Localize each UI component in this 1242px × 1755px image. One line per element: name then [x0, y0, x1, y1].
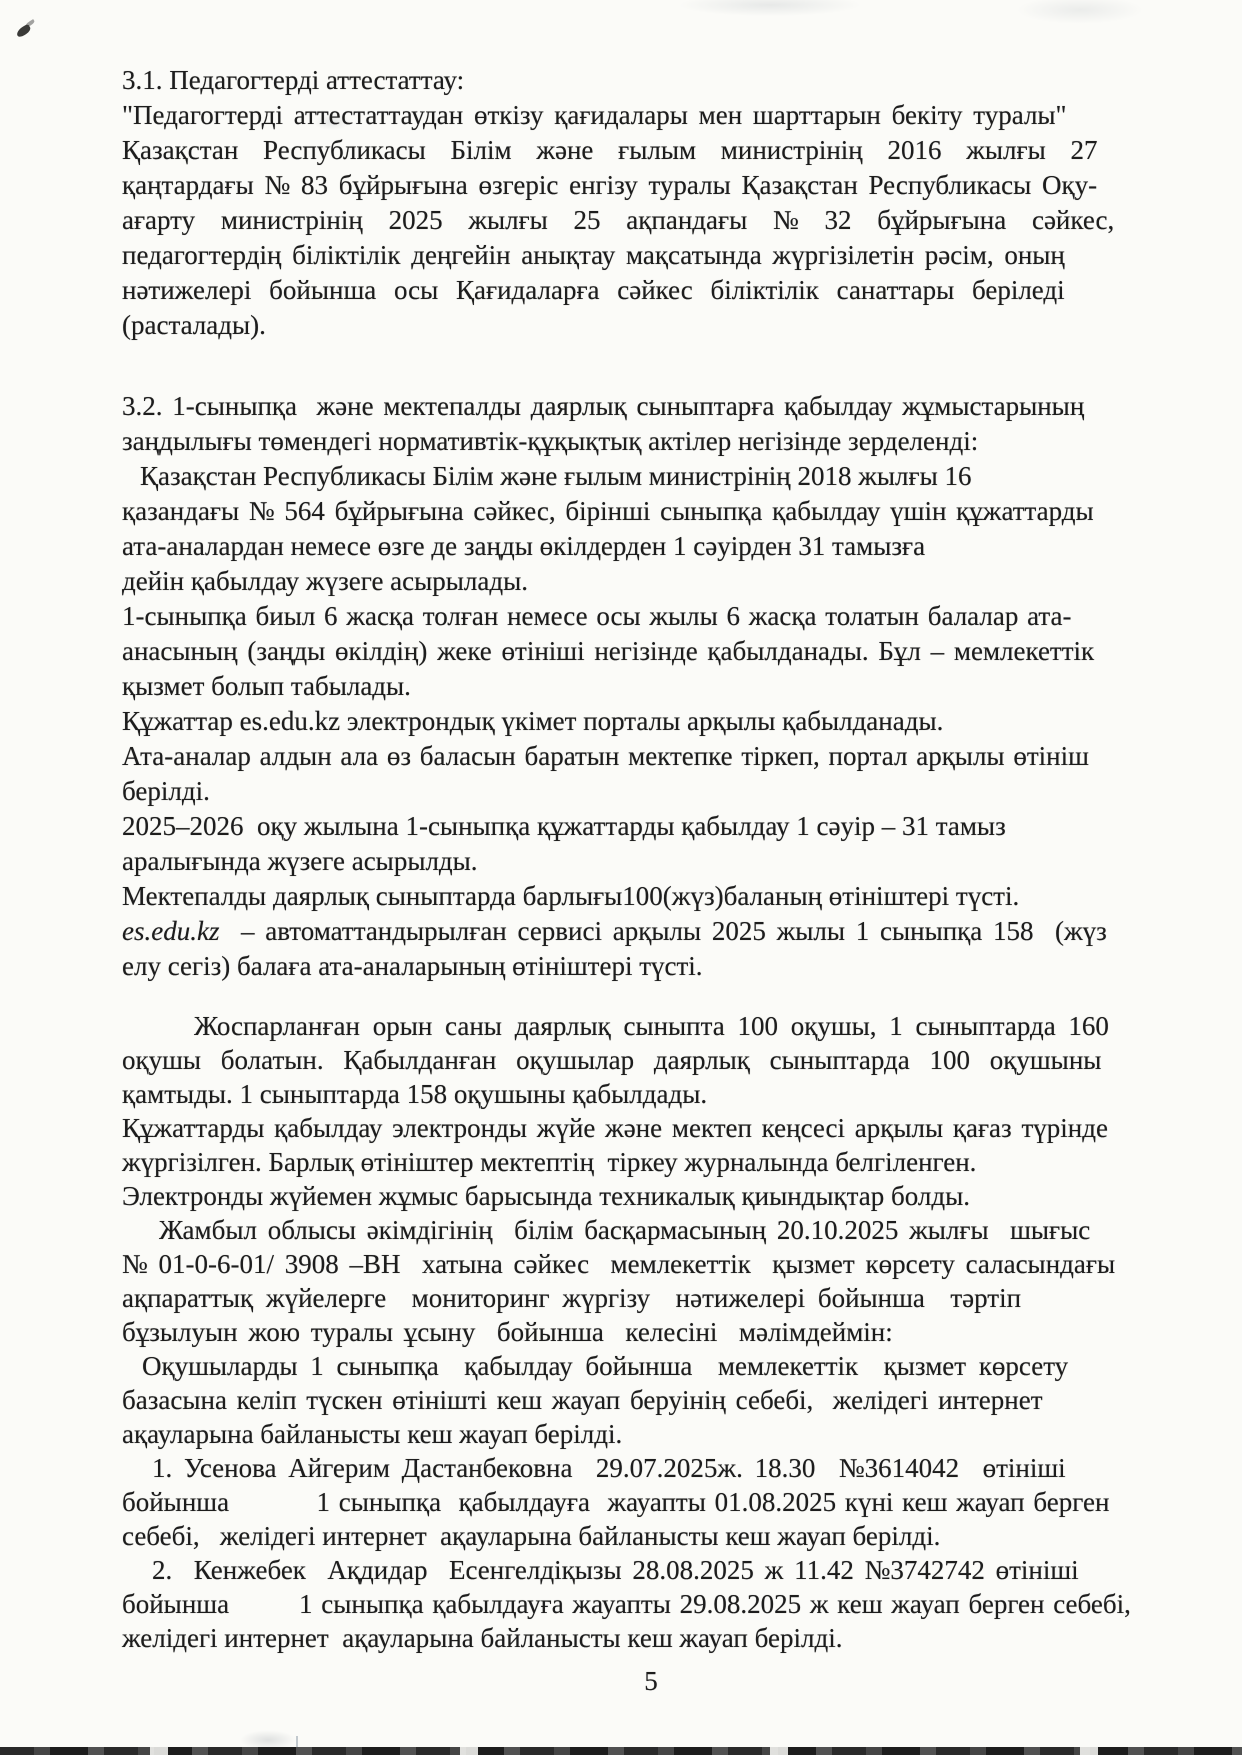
- text-line: "Педагогтерді аттестаттаудан өткізу қағидалары мен шарттарын бекіту туралы": [122, 100, 1067, 130]
- text-line: қазандағы № 564 бұйрығына сәйкес, бірінші сыныпқа қабылдау үшін құжаттарды: [122, 496, 1094, 526]
- text-line: Құжаттарды қабылдау электронды жүйе және мектеп кеңсесі арқылы қағаз түрінде: [122, 1113, 1108, 1143]
- text-line: жүргізілген. Барлық өтініштер мектептің тіркеу журналында белгіленген.: [122, 1147, 977, 1177]
- italic-text: es.edu.kz: [122, 916, 220, 946]
- text-line: дейін қабылдау жүзеге асырылады.: [122, 566, 529, 596]
- text-line: Мектепалды даярлық сыныптарда барлығы100(жүз)баланың өтініштері түсті.: [122, 881, 1020, 911]
- text-line: 2025–2026 оқу жылына 1-сыныпқа құжаттарды қабылдау 1 сәуір – 31 тамыз: [122, 811, 1006, 841]
- text-line: анасының (заңды өкілдің) жеке өтініші негізінде қабылданады. Бұл – мемлекеттік: [122, 636, 1095, 666]
- text-line: ақпараттық жүйелерге мониторинг жүргізу нәтижелері бойынша тәртіп: [122, 1283, 1022, 1313]
- text-line: (расталады).: [122, 310, 266, 340]
- text-line: 3.1. Педагогтерді аттестаттау:: [122, 65, 465, 95]
- text-line: Ата-аналар алдын ала өз баласын баратын мектепке тіркеп, портал арқылы өтініш: [122, 741, 1089, 771]
- text-line: базасына келіп түскен өтінішті кеш жауап беруінің себебі, желідегі интернет: [122, 1385, 1043, 1415]
- text-line: Құжаттар es.edu.kz электрондық үкімет порталы арқылы қабылданады.: [122, 706, 944, 736]
- page-number: 5: [644, 1666, 658, 1696]
- text-line: аралығында жүзеге асырылды.: [122, 846, 478, 876]
- text-line: берілді.: [122, 776, 210, 806]
- text-line: нәтижелері бойынша осы Қағидаларға сәйкес біліктілік санаттары беріледі: [122, 275, 1065, 305]
- text-line: қамтыды. 1 сыныптарда 158 оқушыны қабылдады.: [122, 1079, 708, 1109]
- scanner-edge-strip: [0, 1747, 1242, 1755]
- text-line: қызмет болып табылады.: [122, 671, 411, 701]
- text-line: 1. Усенова Айгерим Дастанбековна 29.07.2025ж. 18.30 №3614042 өтініші: [152, 1453, 1066, 1483]
- text-line: бойынша 1 сыныпқа қабылдауға жауапты 29.08.2025 ж кеш жауап берген себебі,: [122, 1589, 1131, 1619]
- text-line: бойынша 1 сыныпқа қабылдауға жауапты 01.08.2025 күні кеш жауап берген: [122, 1487, 1110, 1517]
- text-line: қаңтардағы № 83 бұйрығына өзгеріс енгізу туралы Қазақстан Республикасы Оқу-: [122, 170, 1098, 200]
- document-body: [122, 63, 1131, 1655]
- text-line: желідегі интернет ақауларына байланысты кеш жауап берілді.: [122, 1623, 843, 1653]
- section-first-grade-admission: [122, 389, 1107, 984]
- pen-mark: [15, 24, 32, 39]
- text-line: оқушы болатын. Қабылданған оқушылар даярлық сыныптарда 100 оқушыны: [122, 1045, 1102, 1075]
- text-line: es.edu.kz – автоматтандырылған сервисі арқылы 2025 жылы 1 сыныпқа 158 (жүз: [122, 916, 1107, 946]
- text-line: 2. Кенжебек Ақдидар Есенгелдіқызы 28.08.2025 ж 11.42 №3742742 өтініші: [152, 1555, 1079, 1585]
- text-line: елу сегіз) балаға ата-аналарының өтініштері түсті.: [122, 951, 703, 981]
- section-teacher-attestation: [122, 63, 1115, 343]
- text-line: бұзылуын жою туралы ұсыну бойынша келесіні мәлімдеймін:: [122, 1317, 893, 1347]
- text-line: Оқушыларды 1 сыныпқа қабылдау бойынша мемлекеттік қызмет көрсету: [142, 1351, 1069, 1381]
- text-line: 3.2. 1-сыныпқа және мектепалды даярлық сыныптарға қабылдау жұмыстарының: [122, 391, 1085, 421]
- text-line: педагогтердің біліктілік деңгейін анықтау мақсатында жүргізілетін рәсім, оның: [122, 240, 1065, 270]
- text-line: Қазақстан Республикасы Білім және ғылым министрінің 2016 жылғы 27: [122, 135, 1098, 165]
- text-line: Қазақстан Республикасы Білім және ғылым министрінің 2018 жылғы 16: [140, 461, 972, 491]
- text-line: ағарту министрінің 2025 жылғы 25 ақпандағы № 32 бұйрығына сәйкес,: [122, 205, 1115, 235]
- text-line: Жамбыл облысы әкімдігінің білім басқармасының 20.10.2025 жылғы шығыс: [159, 1215, 1091, 1245]
- text-line: 1-сыныпқа биыл 6 жасқа толған немесе осы жылы 6 жасқа толатын балалар ата-: [122, 601, 1072, 631]
- text-line: ата-аналардан немесе өзге де заңды өкілдерден 1 сәуірден 31 тамызға: [122, 531, 926, 561]
- section-admission-report: [122, 1009, 1131, 1655]
- text-line: № 01-0-6-01/ 3908 –ВН хатына сәйкес мемлекеттік қызмет көрсету саласындағы: [122, 1249, 1116, 1279]
- text-line: себебі, желідегі интернет ақауларына байланысты кеш жауап берілді.: [122, 1521, 941, 1551]
- text-line: заңдылығы төмендегі нормативтік-құқықтық актілер негізінде зерделенді:: [122, 426, 979, 456]
- text-line: Электронды жүйемен жұмыс барысында техникалық қиындықтар болды.: [122, 1181, 971, 1211]
- text-line: Жоспарланған орын саны даярлық сыныпта 100 оқушы, 1 сыныптарда 160: [194, 1011, 1109, 1041]
- text-line: ақауларына байланысты кеш жауап берілді.: [122, 1419, 623, 1449]
